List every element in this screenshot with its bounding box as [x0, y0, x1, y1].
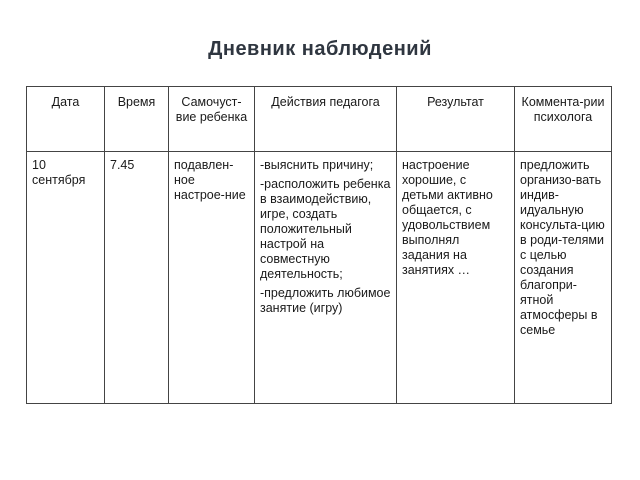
action-item: -предложить любимое занятие (игру): [260, 286, 391, 315]
cell-comment: предложить организо-вать индив-идуальную консульта-цию в роди-телями с целью создания благопри-ятной атмосферы в семье: [515, 152, 612, 404]
action-item: -расположить ребенка в взаимодействию, игре, создать положительный настрой на совместную деятельность;: [260, 177, 391, 281]
cell-date: 10 сентября: [27, 152, 105, 404]
table-row: [27, 152, 612, 404]
table-header-row: [27, 87, 612, 152]
header-date: Дата: [27, 87, 105, 152]
header-actions: Действия педагога: [255, 87, 397, 152]
cell-result: настроение хорошие, с детьми активно общается, с удовольствием выполнял задания на занятиях …: [397, 152, 515, 404]
header-time: Время: [105, 87, 169, 152]
header-comment: Коммента-рии психолога: [515, 87, 612, 152]
cell-feeling: подавлен-ное настрое-ние: [169, 152, 255, 404]
header-result: Результат: [397, 87, 515, 152]
header-feeling: Самочуст-вие ребенка: [169, 87, 255, 152]
observation-table: [26, 86, 612, 404]
page-title: Дневник наблюдений: [208, 38, 432, 60]
cell-time: 7.45: [105, 152, 169, 404]
cell-actions: [255, 152, 397, 404]
action-item: -выяснить причину;: [260, 158, 374, 172]
